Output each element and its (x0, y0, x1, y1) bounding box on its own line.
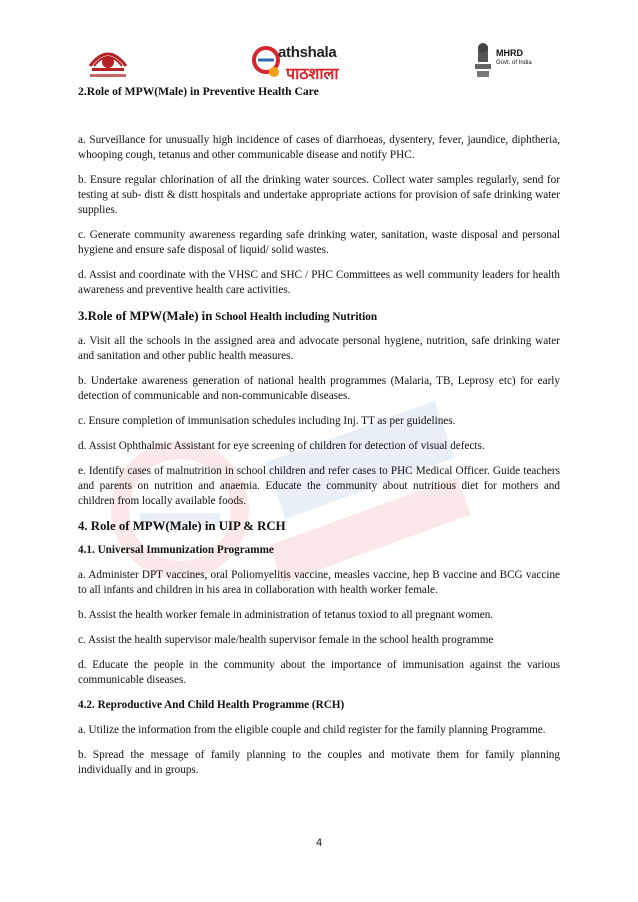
brand-name-english: athshala (278, 44, 337, 61)
govt-label: Govt. of India (496, 60, 532, 66)
document-body (78, 84, 560, 778)
s2-item-a: a. Surveillance for unusually high incidence of cases of diarrhoeas, dysentery, fever, jaundice, diphtheria, whooping cough, tetanus and other communicable disease and notify PHC. (78, 134, 560, 161)
s41-item-d: d. Educate the people in the community about the importance of immunisation against the various communicable diseases. (78, 659, 560, 686)
mhrd-logo (472, 40, 532, 86)
s2-item-c: c. Generate community awareness regarding safe drinking water, sanitation, waste disposal and personal hygiene and ensure safe disposal of liquid/ solid wastes. (78, 229, 560, 256)
section-3-heading (78, 309, 560, 325)
epathshala-logo (252, 42, 392, 86)
mhrd-label: MHRD (496, 48, 523, 58)
s3-item-a: a. Visit all the schools in the assigned area and advocate personal hygiene, nutrition, safe drinking water and sanitation and other public health measures. (78, 335, 560, 362)
section-4-2-heading: 4.2. Reproductive And Child Health Programme (RCH) (78, 699, 345, 711)
page-number: 4 (315, 837, 323, 849)
s41-item-c: c. Assist the health supervisor male/health supervisor female in the school health programme (78, 634, 494, 646)
section-4-1-heading: 4.1. Universal Immunization Programme (78, 544, 274, 556)
s3-item-e: e. Identify cases of malnutrition in school children and refer cases to PHC Medical Officer. Guide teachers and parents on nutrition and anaemia. Educate the community about nutritious diet for mothers and children from locally available foods. (78, 465, 560, 507)
university-seal-icon (78, 40, 138, 84)
section-2-heading: 2.Role of MPW(Male) in Preventive Health Care (78, 85, 319, 98)
s42-item-b: b. Spread the message of family planning to the couples and motivate them for family planning individually and in groups. (78, 749, 560, 776)
brand-name-hindi: पाठशाला (286, 64, 339, 83)
s41-item-b: b. Assist the health worker female in administration of tetanus toxiod to all pregnant women. (78, 609, 494, 621)
section-3-heading-part1: 3.Role of MPW(Male) in (78, 309, 213, 323)
section-4-heading: 4. Role of MPW(Male) in UIP & RCH (78, 519, 286, 533)
s42-item-a: a. Utilize the information from the eligible couple and child register for the family planning Programme. (78, 724, 546, 736)
s2-item-d: d. Assist and coordinate with the VHSC and SHC / PHC Committees as well community leaders for health awareness and preventive health care activities. (78, 269, 560, 296)
s3-item-d: d. Assist Ophthalmic Assistant for eye screening of children for detection of visual defects. (78, 440, 485, 452)
s2-item-b: b. Ensure regular chlorination of all the drinking water sources. Collect water samples regularly, send for testing at sub- distt & distt hospitals and undertake appropriate actions for provision of safe drinking water supplies. (78, 174, 560, 216)
s3-item-c: c. Ensure completion of immunisation schedules including Inj. TT as per guidelines. (78, 415, 456, 427)
s41-item-a: a. Administer DPT vaccines, oral Poliomyelitis vaccine, measles vaccine, hep B vaccine and BCG vaccine to all infants and children in his area in collaboration with health worker female. (78, 569, 560, 596)
section-3-heading-part2: School Health including Nutrition (212, 311, 378, 323)
s3-item-b: b. Undertake awareness generation of national health programmes (Malaria, TB, Leprosy etc) for early detection of communicable and non-communicable diseases. (78, 375, 560, 402)
